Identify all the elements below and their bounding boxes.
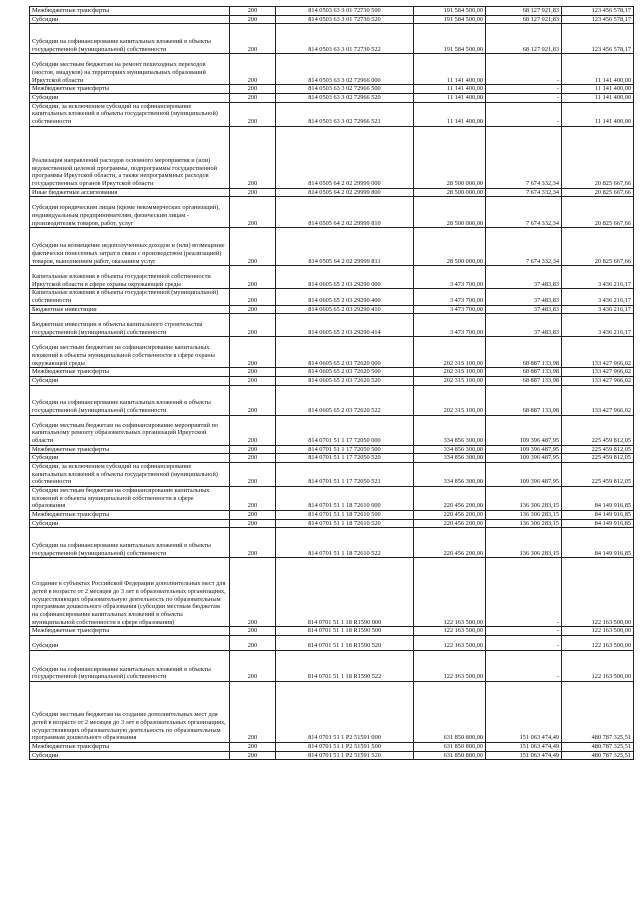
table-cell-exec: 68 127 921,83	[486, 7, 562, 16]
table-cell-exec: 7 674 332,34	[486, 228, 562, 266]
table-cell-rest: 20 825 667,66	[562, 126, 634, 188]
table-cell-plan: 220 456 200,00	[414, 487, 486, 511]
table-cell-name: Субсидии местным бюджетам на софинансирование капитальных вложений в объекты муниципальной собственности в сфере образования	[30, 487, 230, 511]
table-cell-exec: 68 887 133,98	[486, 385, 562, 415]
table-cell-exec: 7 674 332,34	[486, 197, 562, 228]
table-cell-code: 200	[230, 751, 276, 760]
table-cell-name: Субсидии	[30, 751, 230, 760]
table-cell-code: 200	[230, 627, 276, 636]
table-cell-exec: 68 887 133,98	[486, 368, 562, 377]
budget-execution-table	[29, 6, 634, 760]
table-cell-plan: 631 850 800,00	[414, 751, 486, 760]
table-cell-kbk: 814 0503 63 3 02 72966 521	[276, 102, 414, 126]
table-cell-exec: 109 396 487,95	[486, 445, 562, 454]
table-cell-kbk: 814 0503 63 3 01 72730 500	[276, 7, 414, 16]
table-cell-name: Субсидии	[30, 454, 230, 463]
table-cell-kbk: 814 0505 64 2 02 29999 811	[276, 228, 414, 266]
table-cell-plan: 3 473 700,00	[414, 305, 486, 314]
table-cell-rest: 3 436 216,17	[562, 266, 634, 289]
table-cell-rest: 11 141 400,00	[562, 102, 634, 126]
table-row	[30, 197, 634, 228]
table-cell-code: 200	[230, 266, 276, 289]
table-cell-rest: 225 459 812,05	[562, 463, 634, 487]
table-cell-exec: 109 396 487,95	[486, 463, 562, 487]
table-row	[30, 7, 634, 16]
table-cell-code: 200	[230, 511, 276, 520]
table-cell-plan: 334 856 300,00	[414, 415, 486, 445]
table-row	[30, 228, 634, 266]
table-cell-exec: 68 127 921,83	[486, 24, 562, 54]
table-cell-kbk: 814 0701 51 1 18 72610 522	[276, 528, 414, 558]
table-row	[30, 266, 634, 289]
table-row	[30, 305, 634, 314]
table-row	[30, 188, 634, 197]
table-cell-name: Межбюджетные трансферты	[30, 743, 230, 752]
table-cell-exec: 136 306 283,15	[486, 511, 562, 520]
table-cell-rest: 225 459 812,05	[562, 415, 634, 445]
table-cell-kbk: 814 0605 65 2 03 72620 522	[276, 385, 414, 415]
table-row	[30, 24, 634, 54]
table-row	[30, 415, 634, 445]
table-cell-rest: 3 436 216,17	[562, 289, 634, 305]
table-cell-plan: 334 856 300,00	[414, 463, 486, 487]
table-cell-plan: 11 141 400,00	[414, 85, 486, 94]
table-cell-plan: 28 500 000,00	[414, 228, 486, 266]
table-cell-rest: 480 787 325,51	[562, 743, 634, 752]
table-cell-name: Бюджетные инвестиции	[30, 305, 230, 314]
table-cell-name: Субсидии юридическим лицам (кроме некоммерческих организаций), индивидуальным предпринимателям, физическим лицам - производителям товаров, работ, услуг	[30, 197, 230, 228]
table-cell-kbk: 814 0701 51 1 17 72050 000	[276, 415, 414, 445]
table-cell-rest: 84 149 916,85	[562, 487, 634, 511]
table-cell-exec: 109 396 487,95	[486, 415, 562, 445]
table-cell-plan: 11 141 400,00	[414, 102, 486, 126]
table-cell-kbk: 814 0701 51 1 18 72610 520	[276, 519, 414, 528]
table-cell-rest: 123 456 578,17	[562, 7, 634, 16]
table-cell-exec: 68 887 133,98	[486, 337, 562, 368]
table-cell-name: Капитальные вложения в объекты государственной собственности Иркутской области в сфере охраны окружающей среды	[30, 266, 230, 289]
table-cell-code: 200	[230, 228, 276, 266]
table-cell-name: Субсидии на софинансирование капитальных вложений в объекты государственной (муниципальной) собственности	[30, 385, 230, 415]
table-cell-exec: 37 483,83	[486, 266, 562, 289]
table-cell-code: 200	[230, 102, 276, 126]
table-row	[30, 314, 634, 337]
table-cell-name: Субсидии на возмещение недополученных доходов и (или) возмещение фактически понесенных затрат в связи с производством (реализацией) товаров, выполнением работ, оказанием услуг	[30, 228, 230, 266]
table-cell-exec: -	[486, 636, 562, 651]
table-cell-plan: 3 473 700,00	[414, 266, 486, 289]
table-cell-code: 200	[230, 94, 276, 103]
table-cell-kbk: 814 0701 51 1 P2 51591 520	[276, 751, 414, 760]
table-cell-name: Межбюджетные трансферты	[30, 85, 230, 94]
table-cell-rest: 20 825 667,66	[562, 197, 634, 228]
table-cell-name: Субсидии	[30, 15, 230, 24]
table-cell-plan: 122 163 500,00	[414, 627, 486, 636]
table-cell-code: 200	[230, 126, 276, 188]
table-cell-code: 200	[230, 682, 276, 743]
table-cell-code: 200	[230, 85, 276, 94]
table-cell-plan: 122 163 500,00	[414, 636, 486, 651]
table-cell-rest: 84 149 916,85	[562, 511, 634, 520]
table-cell-exec: 136 306 283,15	[486, 519, 562, 528]
table-cell-rest: 133 427 966,02	[562, 368, 634, 377]
table-cell-kbk: 814 0701 51 1 18 R1590 522	[276, 651, 414, 682]
table-cell-kbk: 814 0605 65 2 03 29290 414	[276, 314, 414, 337]
table-cell-rest: 11 141 400,00	[562, 54, 634, 85]
table-cell-kbk: 814 0701 51 1 17 72050 520	[276, 454, 414, 463]
table-cell-plan: 220 456 200,00	[414, 511, 486, 520]
table-row	[30, 751, 634, 760]
table-cell-name: Субсидии местным бюджетам на софинансирование капитальных вложений в объекты муниципальной собственности в сфере охраны окружающей среды	[30, 337, 230, 368]
table-cell-code: 200	[230, 15, 276, 24]
table-row	[30, 368, 634, 377]
table-cell-name: Субсидии	[30, 377, 230, 386]
table-cell-plan: 220 456 200,00	[414, 519, 486, 528]
table-cell-exec: 151 063 474,49	[486, 743, 562, 752]
table-cell-exec: -	[486, 558, 562, 627]
table-cell-exec: 37 483,83	[486, 314, 562, 337]
table-row	[30, 511, 634, 520]
table-cell-rest: 122 163 500,00	[562, 651, 634, 682]
table-cell-exec: 68 887 133,98	[486, 377, 562, 386]
table-row	[30, 15, 634, 24]
table-cell-exec: 109 396 487,95	[486, 454, 562, 463]
table-row	[30, 454, 634, 463]
table-cell-plan: 28 500 000,00	[414, 188, 486, 197]
table-cell-exec: 7 674 332,34	[486, 126, 562, 188]
table-cell-code: 200	[230, 454, 276, 463]
table-cell-name: Бюджетные инвестиции в объекты капитального строительства государственной (муниципальной) собственности	[30, 314, 230, 337]
table-cell-rest: 20 825 667,66	[562, 188, 634, 197]
table-cell-exec: 151 063 474,49	[486, 751, 562, 760]
table-cell-plan: 11 141 400,00	[414, 94, 486, 103]
table-cell-name: Капитальные вложения в объекты государственной (муниципальной) собственности	[30, 289, 230, 305]
table-cell-name: Межбюджетные трансферты	[30, 7, 230, 16]
table-cell-code: 200	[230, 651, 276, 682]
table-cell-rest: 11 141 400,00	[562, 94, 634, 103]
table-cell-code: 200	[230, 314, 276, 337]
table-cell-kbk: 814 0605 65 2 03 72620 500	[276, 368, 414, 377]
table-row	[30, 85, 634, 94]
table-cell-code: 200	[230, 289, 276, 305]
table-cell-code: 200	[230, 415, 276, 445]
table-cell-name: Субсидии на софинансирование капитальных вложений в объекты государственной (муниципальной) собственности	[30, 24, 230, 54]
table-cell-plan: 191 584 500,00	[414, 15, 486, 24]
table-row	[30, 126, 634, 188]
table-row	[30, 558, 634, 627]
table-cell-exec: 151 063 474,49	[486, 682, 562, 743]
table-cell-kbk: 814 0701 51 1 18 R1590 500	[276, 627, 414, 636]
table-cell-kbk: 814 0605 65 2 03 72620 520	[276, 377, 414, 386]
table-row	[30, 636, 634, 651]
table-cell-plan: 3 473 700,00	[414, 289, 486, 305]
table-cell-name: Субсидии	[30, 94, 230, 103]
table-cell-code: 200	[230, 558, 276, 627]
table-cell-kbk: 814 0503 63 3 02 72966 500	[276, 85, 414, 94]
table-cell-kbk: 814 0701 51 1 P2 51591 000	[276, 682, 414, 743]
table-cell-rest: 123 456 578,17	[562, 24, 634, 54]
table-cell-name: Субсидии, за исключением субсидий на софинансирование капитальных вложений в объекты государственной (муниципальной) собственности	[30, 463, 230, 487]
table-cell-plan: 11 141 400,00	[414, 54, 486, 85]
table-cell-plan: 191 584 500,00	[414, 24, 486, 54]
table-cell-name: Субсидии, за исключением субсидий на софинансирование капитальных вложений в объекты государственной (муниципальной) собственности	[30, 102, 230, 126]
table-cell-exec: -	[486, 94, 562, 103]
table-row	[30, 519, 634, 528]
table-cell-plan: 334 856 300,00	[414, 454, 486, 463]
table-row	[30, 487, 634, 511]
table-cell-code: 200	[230, 24, 276, 54]
table-cell-code: 200	[230, 197, 276, 228]
table-row	[30, 94, 634, 103]
table-cell-rest: 225 459 812,05	[562, 445, 634, 454]
table-cell-rest: 122 163 500,00	[562, 627, 634, 636]
table-cell-name: Субсидии	[30, 636, 230, 651]
table-cell-rest: 122 163 500,00	[562, 636, 634, 651]
table-cell-exec: 7 674 332,34	[486, 188, 562, 197]
table-cell-code: 200	[230, 385, 276, 415]
table-cell-exec: -	[486, 85, 562, 94]
table-cell-rest: 3 436 216,17	[562, 305, 634, 314]
table-cell-kbk: 814 0701 51 1 18 R1590 000	[276, 558, 414, 627]
table-cell-name: Субсидии местным бюджетам на софинансирование мероприятий по капитальному ремонту образовательных организаций Иркутской области	[30, 415, 230, 445]
table-row	[30, 651, 634, 682]
table-cell-plan: 202 315 100,00	[414, 377, 486, 386]
table-cell-exec: -	[486, 627, 562, 636]
table-cell-plan: 631 850 800,00	[414, 682, 486, 743]
table-cell-name: Субсидии	[30, 519, 230, 528]
table-row	[30, 627, 634, 636]
table-row	[30, 385, 634, 415]
table-row	[30, 528, 634, 558]
table-cell-kbk: 814 0503 63 3 01 72730 522	[276, 24, 414, 54]
table-cell-kbk: 814 0605 65 2 03 29290 000	[276, 266, 414, 289]
table-cell-kbk: 814 0701 51 1 17 72050 500	[276, 445, 414, 454]
table-cell-plan: 220 456 200,00	[414, 528, 486, 558]
table-cell-name: Субсидии на софинансирование капитальных вложений в объекты государственной (муниципальной) собственности	[30, 651, 230, 682]
table-cell-plan: 3 473 700,00	[414, 314, 486, 337]
table-cell-name: Межбюджетные трансферты	[30, 627, 230, 636]
table-row	[30, 463, 634, 487]
table-cell-code: 200	[230, 463, 276, 487]
table-body	[30, 7, 634, 760]
table-cell-kbk: 814 0701 51 1 17 72050 521	[276, 463, 414, 487]
table-cell-rest: 133 427 966,02	[562, 337, 634, 368]
table-cell-kbk: 814 0701 51 1 18 72610 500	[276, 511, 414, 520]
table-row	[30, 102, 634, 126]
table-cell-rest: 225 459 812,05	[562, 454, 634, 463]
table-cell-exec: -	[486, 651, 562, 682]
table-cell-name: Создание в субъектах Российской Федерации дополнительных мест для детей в возрасте от 2 месяцев до 3 лет в образовательных организациях, осуществляющих образовательную деятельность по образовательным программам дошкольного образования (субсидии местным бюджетам на софинансирование капитальных вложений в объекты муниципальной собственности в сфере образования)	[30, 558, 230, 627]
table-cell-rest: 122 163 500,00	[562, 558, 634, 627]
table-row	[30, 289, 634, 305]
table-cell-kbk: 814 0605 65 2 03 29290 400	[276, 289, 414, 305]
table-cell-exec: 68 127 921,83	[486, 15, 562, 24]
table-cell-plan: 202 315 100,00	[414, 385, 486, 415]
table-cell-kbk: 814 0503 63 3 01 72730 520	[276, 15, 414, 24]
table-cell-kbk: 814 0701 51 1 18 R1590 520	[276, 636, 414, 651]
table-cell-kbk: 814 0505 64 2 02 29999 000	[276, 126, 414, 188]
table-cell-exec: 136 306 283,15	[486, 528, 562, 558]
table-cell-code: 200	[230, 743, 276, 752]
table-cell-kbk: 814 0503 63 3 02 72966 520	[276, 94, 414, 103]
table-row	[30, 445, 634, 454]
table-cell-code: 200	[230, 636, 276, 651]
table-cell-code: 200	[230, 377, 276, 386]
table-cell-name: Иные бюджетные ассигнования	[30, 188, 230, 197]
table-cell-kbk: 814 0505 64 2 02 29999 810	[276, 197, 414, 228]
table-cell-plan: 28 500 000,00	[414, 126, 486, 188]
table-cell-code: 200	[230, 54, 276, 85]
table-cell-exec: -	[486, 102, 562, 126]
table-cell-plan: 122 163 500,00	[414, 651, 486, 682]
table-cell-rest: 480 787 325,51	[562, 682, 634, 743]
table-cell-name: Межбюджетные трансферты	[30, 511, 230, 520]
table-cell-name: Субсидии на софинансирование капитальных вложений в объекты государственной (муниципальной) собственности	[30, 528, 230, 558]
table-row	[30, 54, 634, 85]
table-cell-exec: 136 306 283,15	[486, 487, 562, 511]
table-cell-plan: 202 315 100,00	[414, 368, 486, 377]
table-cell-plan: 28 500 000,00	[414, 197, 486, 228]
table-cell-name: Реализация направлений расходов основного мероприятия и (или) ведомственной целевой программы, подпрограммы государственной программы Иркутской области, а также непрограммных расходов государственных органов Иркутской области	[30, 126, 230, 188]
table-cell-exec: -	[486, 54, 562, 85]
table-cell-plan: 191 584 500,00	[414, 7, 486, 16]
table-cell-kbk: 814 0605 65 2 03 29290 410	[276, 305, 414, 314]
table-cell-code: 200	[230, 368, 276, 377]
table-cell-kbk: 814 0701 51 1 P2 51591 500	[276, 743, 414, 752]
table-cell-kbk: 814 0503 63 3 02 72966 000	[276, 54, 414, 85]
table-cell-plan: 334 856 300,00	[414, 445, 486, 454]
table-row	[30, 377, 634, 386]
table-cell-kbk: 814 0605 65 2 03 72620 000	[276, 337, 414, 368]
table-cell-code: 200	[230, 337, 276, 368]
table-cell-rest: 84 149 916,85	[562, 528, 634, 558]
table-cell-name: Межбюджетные трансферты	[30, 445, 230, 454]
table-row	[30, 743, 634, 752]
table-cell-kbk: 814 0505 64 2 02 29999 800	[276, 188, 414, 197]
table-cell-code: 200	[230, 528, 276, 558]
table-cell-code: 200	[230, 7, 276, 16]
table-cell-code: 200	[230, 445, 276, 454]
table-cell-name: Субсидии местным бюджетам на создание дополнительных мест для детей в возрасте от 2 месяцев до 3 лет в образовательных организациях, осуществляющих образовательную деятельность по образовательным программам дошкольного образования	[30, 682, 230, 743]
table-cell-name: Межбюджетные трансферты	[30, 368, 230, 377]
table-cell-code: 200	[230, 188, 276, 197]
table-row	[30, 682, 634, 743]
table-cell-plan: 202 315 100,00	[414, 337, 486, 368]
table-cell-rest: 3 436 216,17	[562, 314, 634, 337]
table-cell-rest: 11 141 400,00	[562, 85, 634, 94]
table-cell-rest: 133 427 966,02	[562, 385, 634, 415]
table-row	[30, 337, 634, 368]
table-cell-rest: 480 787 325,51	[562, 751, 634, 760]
table-cell-code: 200	[230, 487, 276, 511]
table-cell-rest: 133 427 966,02	[562, 377, 634, 386]
table-cell-kbk: 814 0701 51 1 18 72610 000	[276, 487, 414, 511]
table-cell-rest: 20 825 667,66	[562, 228, 634, 266]
table-cell-code: 200	[230, 519, 276, 528]
table-cell-exec: 37 483,83	[486, 305, 562, 314]
table-cell-plan: 631 850 800,00	[414, 743, 486, 752]
table-cell-code: 200	[230, 305, 276, 314]
table-cell-rest: 84 149 916,85	[562, 519, 634, 528]
table-cell-rest: 123 456 578,17	[562, 15, 634, 24]
table-cell-exec: 37 483,83	[486, 289, 562, 305]
table-cell-plan: 122 163 500,00	[414, 558, 486, 627]
table-cell-name: Субсидии местным бюджетам на ремонт пешеходных переходов (мостов, виадуков) на территориях муниципальных образований Иркутской области	[30, 54, 230, 85]
